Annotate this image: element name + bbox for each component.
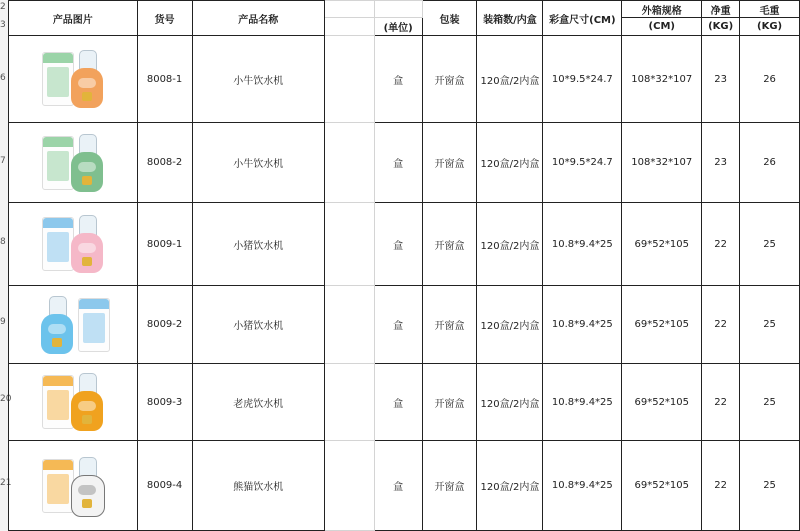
toy-dispenser-picture bbox=[70, 134, 104, 192]
name-cell[interactable]: 小猪饮水机 bbox=[192, 203, 325, 286]
table-row[interactable] bbox=[9, 441, 800, 531]
product-photo bbox=[9, 457, 137, 515]
carton-cell[interactable]: 69*52*105 bbox=[622, 441, 702, 531]
item-no-cell[interactable]: 8009-2 bbox=[137, 286, 192, 364]
table-row[interactable] bbox=[9, 203, 800, 286]
gross-weight-cell[interactable]: 25 bbox=[740, 203, 800, 286]
table-row[interactable] bbox=[9, 123, 800, 203]
pack-cell[interactable]: 开窗盒 bbox=[422, 36, 477, 123]
qty-cell[interactable]: 120盒/2内盒 bbox=[477, 364, 543, 441]
unit-cell[interactable]: 盒 bbox=[374, 203, 422, 286]
product-image-cell[interactable] bbox=[9, 364, 138, 441]
qty-cell[interactable]: 120盒/2内盒 bbox=[477, 123, 543, 203]
blank-header-cell[interactable] bbox=[374, 1, 422, 18]
item-no-cell[interactable]: 8008-2 bbox=[137, 123, 192, 203]
unit-cell[interactable]: 盒 bbox=[374, 36, 422, 123]
toy-dispenser-picture bbox=[70, 373, 104, 431]
gross-weight-cell[interactable]: 25 bbox=[740, 364, 800, 441]
toy-dispenser-picture bbox=[70, 457, 104, 515]
box-size-cell[interactable]: 10.8*9.4*25 bbox=[543, 286, 622, 364]
header-image[interactable]: 产品图片 bbox=[9, 1, 138, 36]
row-number[interactable]: 9 bbox=[0, 317, 6, 327]
pack-cell[interactable]: 开窗盒 bbox=[422, 286, 477, 364]
net-weight-cell[interactable]: 22 bbox=[702, 203, 740, 286]
row-number[interactable]: 6 bbox=[0, 73, 6, 83]
blank-header-cell[interactable] bbox=[325, 1, 375, 18]
row-number[interactable]: 2 bbox=[0, 2, 6, 12]
header-gross-unit[interactable]: (KG) bbox=[740, 18, 800, 36]
pack-cell[interactable]: 开窗盒 bbox=[422, 203, 477, 286]
pack-cell[interactable]: 开窗盒 bbox=[422, 364, 477, 441]
name-cell[interactable]: 小牛饮水机 bbox=[192, 123, 325, 203]
product-image-cell[interactable] bbox=[9, 36, 138, 123]
gross-weight-cell[interactable]: 26 bbox=[740, 36, 800, 123]
net-weight-cell[interactable]: 22 bbox=[702, 286, 740, 364]
row-number[interactable]: 21 bbox=[0, 478, 12, 488]
qty-cell[interactable]: 120盒/2内盒 bbox=[477, 286, 543, 364]
net-weight-cell[interactable]: 22 bbox=[702, 441, 740, 531]
blank-cell[interactable] bbox=[325, 203, 375, 286]
blank-cell[interactable] bbox=[325, 441, 375, 531]
header-pack[interactable]: 包装 bbox=[422, 1, 477, 36]
name-cell[interactable]: 熊猫饮水机 bbox=[192, 441, 325, 531]
table-row[interactable] bbox=[9, 36, 800, 123]
carton-cell[interactable]: 69*52*105 bbox=[622, 364, 702, 441]
header-box-size[interactable]: 彩盒尺寸(CM) bbox=[543, 1, 622, 36]
blank-cell[interactable] bbox=[325, 36, 375, 123]
product-image-cell[interactable] bbox=[9, 286, 138, 364]
product-image-cell[interactable] bbox=[9, 441, 138, 531]
item-no-cell[interactable]: 8008-1 bbox=[137, 36, 192, 123]
unit-cell[interactable]: 盒 bbox=[374, 286, 422, 364]
blank-cell[interactable] bbox=[325, 286, 375, 364]
qty-cell[interactable]: 120盒/2内盒 bbox=[477, 441, 543, 531]
carton-cell[interactable]: 69*52*105 bbox=[622, 286, 702, 364]
header-carton[interactable]: 外箱规格 bbox=[622, 1, 702, 18]
product-photo bbox=[9, 134, 137, 192]
header-net-unit[interactable]: (KG) bbox=[702, 18, 740, 36]
header-name[interactable]: 产品名称 bbox=[192, 1, 325, 36]
blank-cell[interactable] bbox=[325, 364, 375, 441]
box-size-cell[interactable]: 10.8*9.4*25 bbox=[543, 364, 622, 441]
gross-weight-cell[interactable]: 26 bbox=[740, 123, 800, 203]
row-number[interactable]: 3 bbox=[0, 20, 6, 30]
pack-cell[interactable]: 开窗盒 bbox=[422, 123, 477, 203]
gross-weight-cell[interactable]: 25 bbox=[740, 441, 800, 531]
header-qty[interactable]: 装箱数/内盒 bbox=[477, 1, 543, 36]
product-spec-table bbox=[8, 0, 800, 531]
carton-cell[interactable]: 108*32*107 bbox=[622, 123, 702, 203]
pack-cell[interactable]: 开窗盒 bbox=[422, 441, 477, 531]
item-no-cell[interactable]: 8009-1 bbox=[137, 203, 192, 286]
qty-cell[interactable]: 120盒/2内盒 bbox=[477, 36, 543, 123]
blank-header-cell[interactable] bbox=[325, 18, 375, 36]
name-cell[interactable]: 老虎饮水机 bbox=[192, 364, 325, 441]
header-item-no[interactable]: 货号 bbox=[137, 1, 192, 36]
toy-dispenser-picture bbox=[70, 215, 104, 273]
carton-cell[interactable]: 69*52*105 bbox=[622, 203, 702, 286]
product-image-cell[interactable] bbox=[9, 123, 138, 203]
table-row[interactable] bbox=[9, 286, 800, 364]
name-cell[interactable]: 小猪饮水机 bbox=[192, 286, 325, 364]
qty-cell[interactable]: 120盒/2内盒 bbox=[477, 203, 543, 286]
box-size-cell[interactable]: 10.8*9.4*25 bbox=[543, 441, 622, 531]
product-photo bbox=[9, 50, 137, 108]
net-weight-cell[interactable]: 22 bbox=[702, 364, 740, 441]
product-photo bbox=[9, 296, 137, 354]
blank-cell[interactable] bbox=[325, 123, 375, 203]
table-row[interactable] bbox=[9, 364, 800, 441]
box-size-cell[interactable]: 10*9.5*24.7 bbox=[543, 123, 622, 203]
item-no-cell[interactable]: 8009-3 bbox=[137, 364, 192, 441]
product-photo bbox=[9, 373, 137, 431]
unit-cell[interactable]: 盒 bbox=[374, 441, 422, 531]
toy-dispenser-picture bbox=[40, 296, 74, 354]
header-gross[interactable]: 毛重 bbox=[740, 1, 800, 18]
header-net[interactable]: 净重 bbox=[702, 1, 740, 18]
box-size-cell[interactable]: 10*9.5*24.7 bbox=[543, 36, 622, 123]
product-photo bbox=[9, 215, 137, 273]
net-weight-cell[interactable]: 23 bbox=[702, 36, 740, 123]
gross-weight-cell[interactable]: 25 bbox=[740, 286, 800, 364]
unit-cell[interactable]: 盒 bbox=[374, 364, 422, 441]
product-image-cell[interactable] bbox=[9, 203, 138, 286]
name-cell[interactable]: 小牛饮水机 bbox=[192, 36, 325, 123]
unit-cell[interactable]: 盒 bbox=[374, 123, 422, 203]
row-number[interactable]: 7 bbox=[0, 156, 6, 166]
net-weight-cell[interactable]: 23 bbox=[702, 123, 740, 203]
package-box-picture bbox=[78, 298, 110, 352]
header-carton-unit[interactable]: (CM) bbox=[622, 18, 702, 36]
toy-dispenser-picture bbox=[70, 50, 104, 108]
item-no-cell[interactable]: 8009-4 bbox=[137, 441, 192, 531]
row-number[interactable]: 8 bbox=[0, 237, 6, 247]
row-number[interactable]: 20 bbox=[0, 394, 12, 404]
carton-cell[interactable]: 108*32*107 bbox=[622, 36, 702, 123]
box-size-cell[interactable]: 10.8*9.4*25 bbox=[543, 203, 622, 286]
header-unit[interactable]: (单位) bbox=[374, 18, 422, 36]
